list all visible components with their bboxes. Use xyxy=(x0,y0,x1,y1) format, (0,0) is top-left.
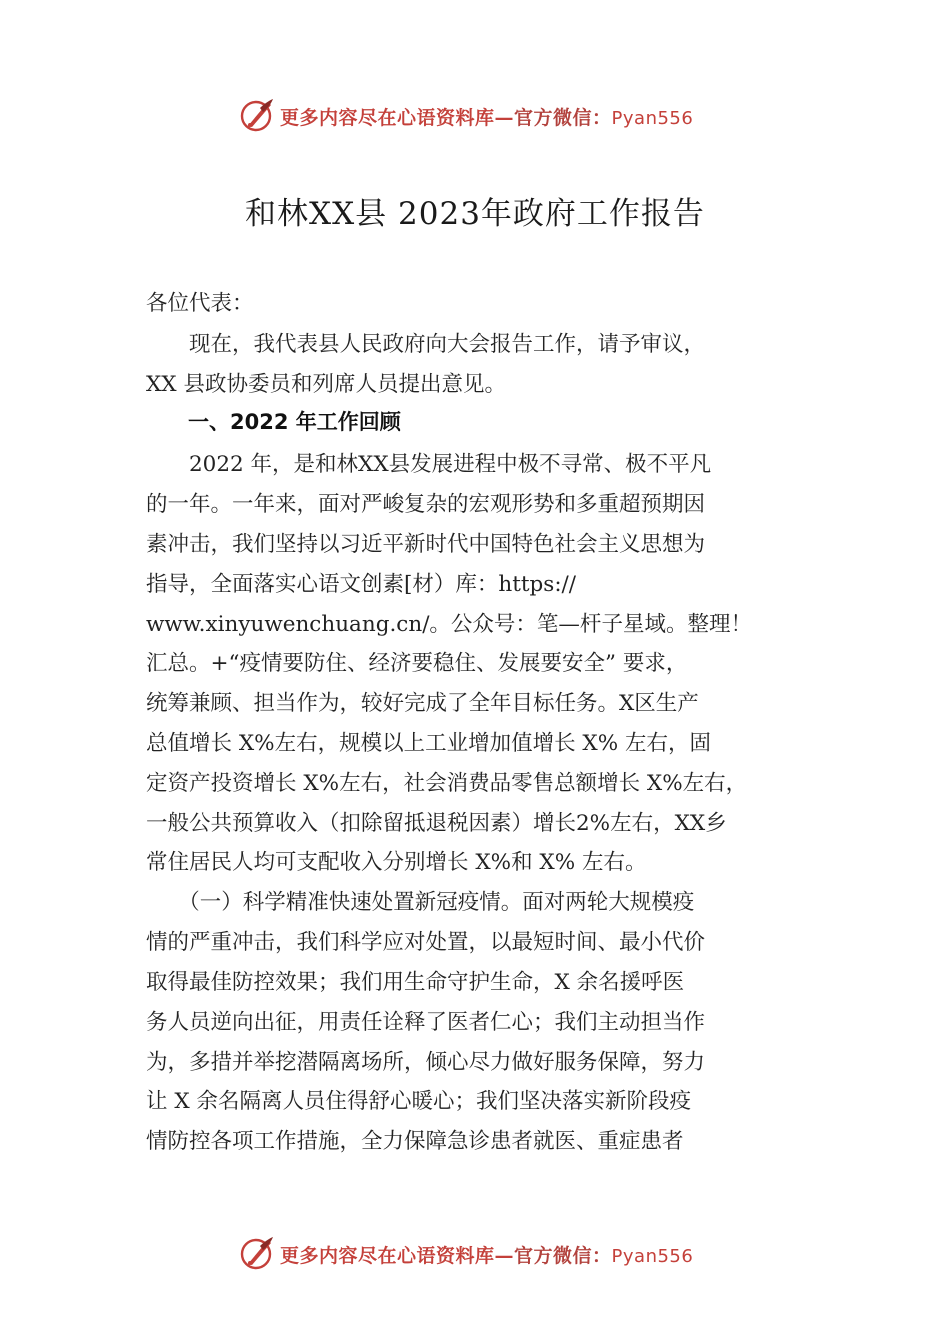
body-line: 2022 年，是和林XX县发展进程中极不寻常、极不平凡 xyxy=(146,452,712,477)
body-line: 的一年。一年来，面对严峻复杂的宏观形势和多重超预期因 xyxy=(146,492,706,517)
subsection-line: （一）科学精准快速处置新冠疫情。面对两轮大规模疫 xyxy=(146,890,695,915)
banner-separator: — xyxy=(494,1245,515,1267)
section-heading: 一、2022 年工作回顾 xyxy=(146,410,401,434)
body-line: 情防控各项工作措施，全力保障急诊患者就医、重症患者 xyxy=(146,1129,684,1154)
body-line: 一般公共预算收入（扣除留抵退税因素）增长2%左右，XX乡 xyxy=(146,811,727,836)
body-line: 定资产投资增长 X%左右，社会消费品零售总额增长 X%左右， xyxy=(146,771,748,796)
body-line: www.xinyuwenchuang.cn/。公众号：笔—杆子星域。整理！ xyxy=(146,612,752,637)
header-banner xyxy=(0,96,950,136)
quill-pen-logo-icon xyxy=(238,1234,276,1272)
body-line: 务人员逆向出征，用责任诠释了医者仁心；我们主动担当作 xyxy=(146,1010,706,1035)
salutation-line: 各位代表： xyxy=(146,291,254,316)
footer-banner xyxy=(0,1234,950,1274)
body-line: 为，多措并举挖潜隔离场所，倾心尽力做好服务保障，努力 xyxy=(146,1050,706,1075)
document-title: 和林XX县 2023年政府工作报告 xyxy=(245,196,705,232)
body-line: 让 X 余名隔离人员住得舒心暖心；我们坚决落实新阶段疫 xyxy=(146,1089,691,1114)
body-line: 素冲击，我们坚持以习近平新时代中国特色社会主义思想为 xyxy=(146,532,706,557)
body-line: 指导，全面落实心语文创素[材）库：https:// xyxy=(146,572,577,597)
body-line: 汇总。+“疫情要防住、经济要稳住、发展要安全” 要求， xyxy=(146,651,688,676)
body-line: 现在，我代表县人民政府向大会报告工作，请予审议， xyxy=(146,332,706,357)
banner-wechat-id: Pyan556 xyxy=(611,108,694,129)
banner-separator: — xyxy=(494,107,515,129)
banner-text xyxy=(280,103,693,130)
body-line: 情的严重冲击，我们科学应对处置，以最短时间、最小代价 xyxy=(146,930,706,955)
body-line: 总值增长 X%左右，规模以上工业增加值增长 X% 左右，固 xyxy=(146,731,711,756)
banner-official-label: 官方微信： xyxy=(514,107,612,129)
quill-pen-logo-icon xyxy=(238,96,276,134)
banner-promo-text: 更多内容尽在心语资料库 xyxy=(280,107,495,129)
body-line: XX 县政协委员和列席人员提出意见。 xyxy=(146,372,506,397)
banner-text xyxy=(280,1241,693,1268)
banner-official-label: 官方微信： xyxy=(514,1245,612,1267)
body-line: 常住居民人均可支配收入分别增长 X%和 X% 左右。 xyxy=(146,850,647,875)
banner-promo-text: 更多内容尽在心语资料库 xyxy=(280,1245,495,1267)
banner-wechat-id: Pyan556 xyxy=(611,1246,694,1267)
body-line: 统筹兼顾、担当作为，较好完成了全年目标任务。X区生产 xyxy=(146,691,699,716)
body-line: 取得最佳防控效果；我们用生命守护生命，X 余名援呼医 xyxy=(146,970,685,995)
